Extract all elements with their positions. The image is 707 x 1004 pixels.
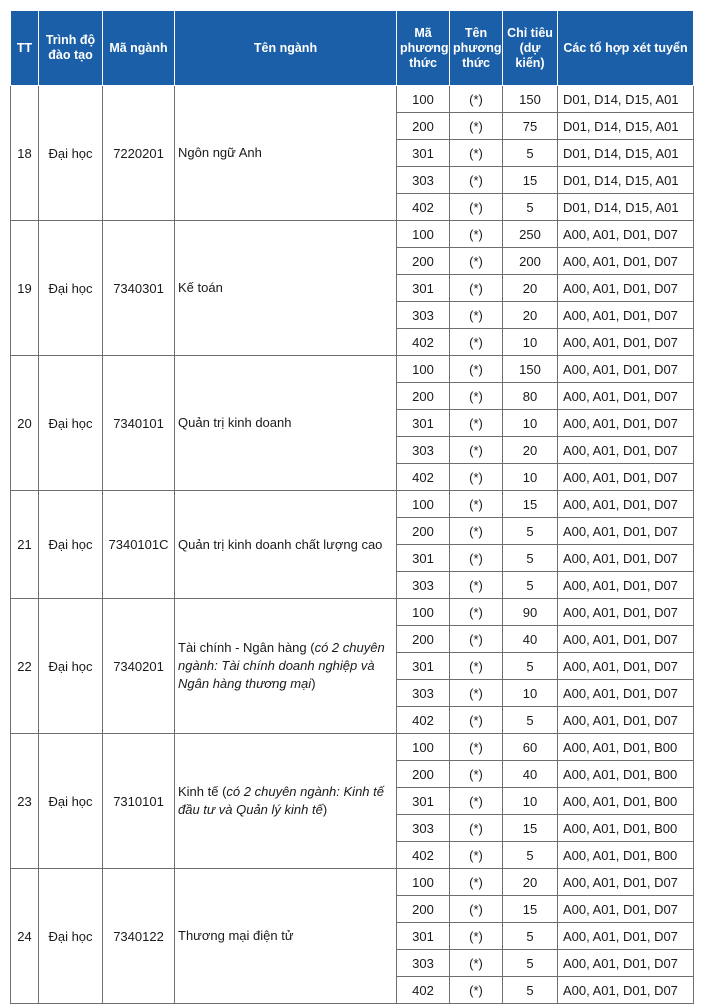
subject-combos: A00, A01, D01, B00 [558, 788, 694, 815]
method-name: (*) [450, 383, 503, 410]
subject-combos: A00, A01, D01, D07 [558, 491, 694, 518]
subject-combos: A00, A01, D01, B00 [558, 761, 694, 788]
major-name [175, 599, 397, 734]
major-name [175, 221, 397, 356]
quota-value: 10 [503, 680, 558, 707]
subject-combos: A00, A01, D01, D07 [558, 869, 694, 896]
subject-combos: D01, D14, D15, A01 [558, 167, 694, 194]
subject-combos: A00, A01, D01, D07 [558, 248, 694, 275]
row-number: 21 [11, 491, 39, 599]
quota-value: 5 [503, 707, 558, 734]
header-level: Trình độ đào tạo [39, 11, 103, 86]
method-name: (*) [450, 923, 503, 950]
method-code: 301 [397, 545, 450, 572]
header-combos: Các tổ hợp xét tuyển [558, 11, 694, 86]
major-name [175, 491, 397, 599]
quota-value: 150 [503, 356, 558, 383]
method-name: (*) [450, 788, 503, 815]
method-name: (*) [450, 842, 503, 869]
major-name-text: Tài chính - Ngân hàng ( [178, 640, 315, 655]
method-code: 402 [397, 842, 450, 869]
quota-value: 20 [503, 437, 558, 464]
header-method-name: Tên phương thức [450, 11, 503, 86]
major-name [175, 869, 397, 1004]
quota-value: 5 [503, 923, 558, 950]
table-row [11, 356, 694, 383]
table-row [11, 491, 694, 518]
method-code: 200 [397, 626, 450, 653]
subject-combos: A00, A01, D01, D07 [558, 707, 694, 734]
subject-combos: A00, A01, D01, D07 [558, 545, 694, 572]
method-name: (*) [450, 626, 503, 653]
method-code: 100 [397, 599, 450, 626]
method-name: (*) [450, 437, 503, 464]
quota-value: 200 [503, 248, 558, 275]
major-name-tail: ) [311, 676, 316, 691]
method-name: (*) [450, 518, 503, 545]
method-code: 100 [397, 734, 450, 761]
subject-combos: D01, D14, D15, A01 [558, 140, 694, 167]
method-code: 402 [397, 329, 450, 356]
quota-value: 40 [503, 626, 558, 653]
row-number: 24 [11, 869, 39, 1004]
quota-value: 10 [503, 788, 558, 815]
subject-combos: A00, A01, D01, D07 [558, 275, 694, 302]
method-name: (*) [450, 491, 503, 518]
header-code: Mã ngành [103, 11, 175, 86]
training-level: Đại học [39, 491, 103, 599]
quota-value: 250 [503, 221, 558, 248]
major-code: 7340101C [103, 491, 175, 599]
method-name: (*) [450, 167, 503, 194]
major-code: 7340122 [103, 869, 175, 1004]
quota-value: 10 [503, 464, 558, 491]
method-code: 402 [397, 194, 450, 221]
subject-combos: A00, A01, D01, D07 [558, 383, 694, 410]
method-code: 402 [397, 977, 450, 1004]
quota-value: 40 [503, 761, 558, 788]
major-code: 7340301 [103, 221, 175, 356]
training-level: Đại học [39, 734, 103, 869]
method-code: 303 [397, 680, 450, 707]
method-name: (*) [450, 734, 503, 761]
quota-value: 5 [503, 140, 558, 167]
subject-combos: A00, A01, D01, D07 [558, 653, 694, 680]
method-code: 200 [397, 248, 450, 275]
method-code: 100 [397, 356, 450, 383]
major-code: 7310101 [103, 734, 175, 869]
method-code: 200 [397, 518, 450, 545]
method-code: 303 [397, 302, 450, 329]
major-name-text: Thương mại điện tử [178, 928, 294, 943]
quota-value: 5 [503, 653, 558, 680]
table-row [11, 86, 694, 113]
major-name [175, 734, 397, 869]
method-code: 100 [397, 491, 450, 518]
method-name: (*) [450, 113, 503, 140]
method-code: 301 [397, 653, 450, 680]
method-name: (*) [450, 356, 503, 383]
method-code: 200 [397, 761, 450, 788]
admission-table [10, 10, 694, 1004]
method-name: (*) [450, 329, 503, 356]
quota-value: 5 [503, 194, 558, 221]
training-level: Đại học [39, 599, 103, 734]
method-name: (*) [450, 950, 503, 977]
training-level: Đại học [39, 86, 103, 221]
subject-combos: A00, A01, D01, D07 [558, 680, 694, 707]
quota-value: 20 [503, 869, 558, 896]
method-name: (*) [450, 545, 503, 572]
method-name: (*) [450, 194, 503, 221]
major-name-text: Quản trị kinh doanh chất lượng cao [178, 536, 383, 552]
quota-value: 10 [503, 329, 558, 356]
header-tt: TT [11, 11, 39, 86]
table-row [11, 869, 694, 896]
method-name: (*) [450, 464, 503, 491]
method-code: 301 [397, 275, 450, 302]
method-name: (*) [450, 572, 503, 599]
method-code: 200 [397, 113, 450, 140]
subject-combos: A00, A01, D01, B00 [558, 815, 694, 842]
header-major: Tên ngành [175, 11, 397, 86]
method-code: 303 [397, 437, 450, 464]
subject-combos: A00, A01, D01, D07 [558, 572, 694, 599]
subject-combos: A00, A01, D01, D07 [558, 950, 694, 977]
method-code: 100 [397, 86, 450, 113]
major-name-tail: ) [322, 802, 328, 817]
subject-combos: A00, A01, D01, D07 [558, 356, 694, 383]
method-name: (*) [450, 680, 503, 707]
subject-combos: A00, A01, D01, D07 [558, 977, 694, 1004]
method-code: 303 [397, 950, 450, 977]
header-row [11, 11, 694, 86]
quota-value: 75 [503, 113, 558, 140]
quota-value: 15 [503, 167, 558, 194]
quota-value: 80 [503, 383, 558, 410]
method-code: 303 [397, 815, 450, 842]
quota-value: 20 [503, 275, 558, 302]
method-name: (*) [450, 815, 503, 842]
quota-value: 60 [503, 734, 558, 761]
major-code: 7340101 [103, 356, 175, 491]
method-name: (*) [450, 653, 503, 680]
header-method-code: Mã phương thức [397, 11, 450, 86]
method-name: (*) [450, 86, 503, 113]
quota-value: 5 [503, 545, 558, 572]
method-code: 200 [397, 383, 450, 410]
training-level: Đại học [39, 356, 103, 491]
subject-combos: D01, D14, D15, A01 [558, 86, 694, 113]
training-level: Đại học [39, 221, 103, 356]
method-name: (*) [450, 275, 503, 302]
method-name: (*) [450, 221, 503, 248]
quota-value: 5 [503, 950, 558, 977]
quota-value: 150 [503, 86, 558, 113]
major-name [175, 356, 397, 491]
major-name-text: Ngôn ngữ Anh [178, 145, 262, 160]
quota-value: 5 [503, 518, 558, 545]
subject-combos: A00, A01, D01, D07 [558, 410, 694, 437]
method-name: (*) [450, 140, 503, 167]
subject-combos: A00, A01, D01, D07 [558, 302, 694, 329]
major-name-text: Quản trị kinh doanh [178, 415, 292, 430]
major-name-note: có 2 chuyên ngành: Tài chính doanh nghiệp và Ngân hàng thương mại [178, 640, 385, 691]
major-code: 7220201 [103, 86, 175, 221]
method-name: (*) [450, 248, 503, 275]
quota-value: 90 [503, 599, 558, 626]
row-number: 23 [11, 734, 39, 869]
subject-combos: A00, A01, D01, D07 [558, 896, 694, 923]
method-code: 402 [397, 707, 450, 734]
method-code: 301 [397, 923, 450, 950]
quota-value: 5 [503, 842, 558, 869]
method-name: (*) [450, 977, 503, 1004]
method-code: 301 [397, 140, 450, 167]
training-level: Đại học [39, 869, 103, 1004]
method-name: (*) [450, 707, 503, 734]
subject-combos: A00, A01, D01, B00 [558, 842, 694, 869]
table-row [11, 734, 694, 761]
major-code: 7340201 [103, 599, 175, 734]
subject-combos: D01, D14, D15, A01 [558, 113, 694, 140]
subject-combos: A00, A01, D01, D07 [558, 221, 694, 248]
row-number: 18 [11, 86, 39, 221]
quota-value: 15 [503, 896, 558, 923]
subject-combos: A00, A01, D01, D07 [558, 626, 694, 653]
method-code: 100 [397, 221, 450, 248]
subject-combos: A00, A01, D01, B00 [558, 734, 694, 761]
method-name: (*) [450, 869, 503, 896]
quota-value: 5 [503, 977, 558, 1004]
subject-combos: A00, A01, D01, D07 [558, 599, 694, 626]
method-name: (*) [450, 761, 503, 788]
table-row [11, 221, 694, 248]
method-name: (*) [450, 410, 503, 437]
method-code: 301 [397, 788, 450, 815]
row-number: 20 [11, 356, 39, 491]
row-number: 22 [11, 599, 39, 734]
method-code: 200 [397, 896, 450, 923]
header-quota: Chỉ tiêu (dự kiến) [503, 11, 558, 86]
method-name: (*) [450, 302, 503, 329]
quota-value: 5 [503, 572, 558, 599]
subject-combos: A00, A01, D01, D07 [558, 518, 694, 545]
method-code: 402 [397, 464, 450, 491]
subject-combos: A00, A01, D01, D07 [558, 923, 694, 950]
row-number: 19 [11, 221, 39, 356]
table-row [11, 599, 694, 626]
method-code: 303 [397, 572, 450, 599]
major-name-text: Kế toán [178, 280, 223, 295]
major-name-text: Kinh tế ( [178, 784, 227, 799]
method-code: 100 [397, 869, 450, 896]
method-code: 301 [397, 410, 450, 437]
method-code: 303 [397, 167, 450, 194]
quota-value: 15 [503, 815, 558, 842]
quota-value: 10 [503, 410, 558, 437]
method-name: (*) [450, 599, 503, 626]
table-body [11, 86, 694, 1004]
major-name-note: có 2 chuyên ngành: Kinh tế đầu tư và Quản lý kinh tế [178, 784, 384, 817]
subject-combos: A00, A01, D01, D07 [558, 437, 694, 464]
subject-combos: A00, A01, D01, D07 [558, 329, 694, 356]
quota-value: 20 [503, 302, 558, 329]
major-name [175, 86, 397, 221]
subject-combos: A00, A01, D01, D07 [558, 464, 694, 491]
method-name: (*) [450, 896, 503, 923]
quota-value: 15 [503, 491, 558, 518]
subject-combos: D01, D14, D15, A01 [558, 194, 694, 221]
